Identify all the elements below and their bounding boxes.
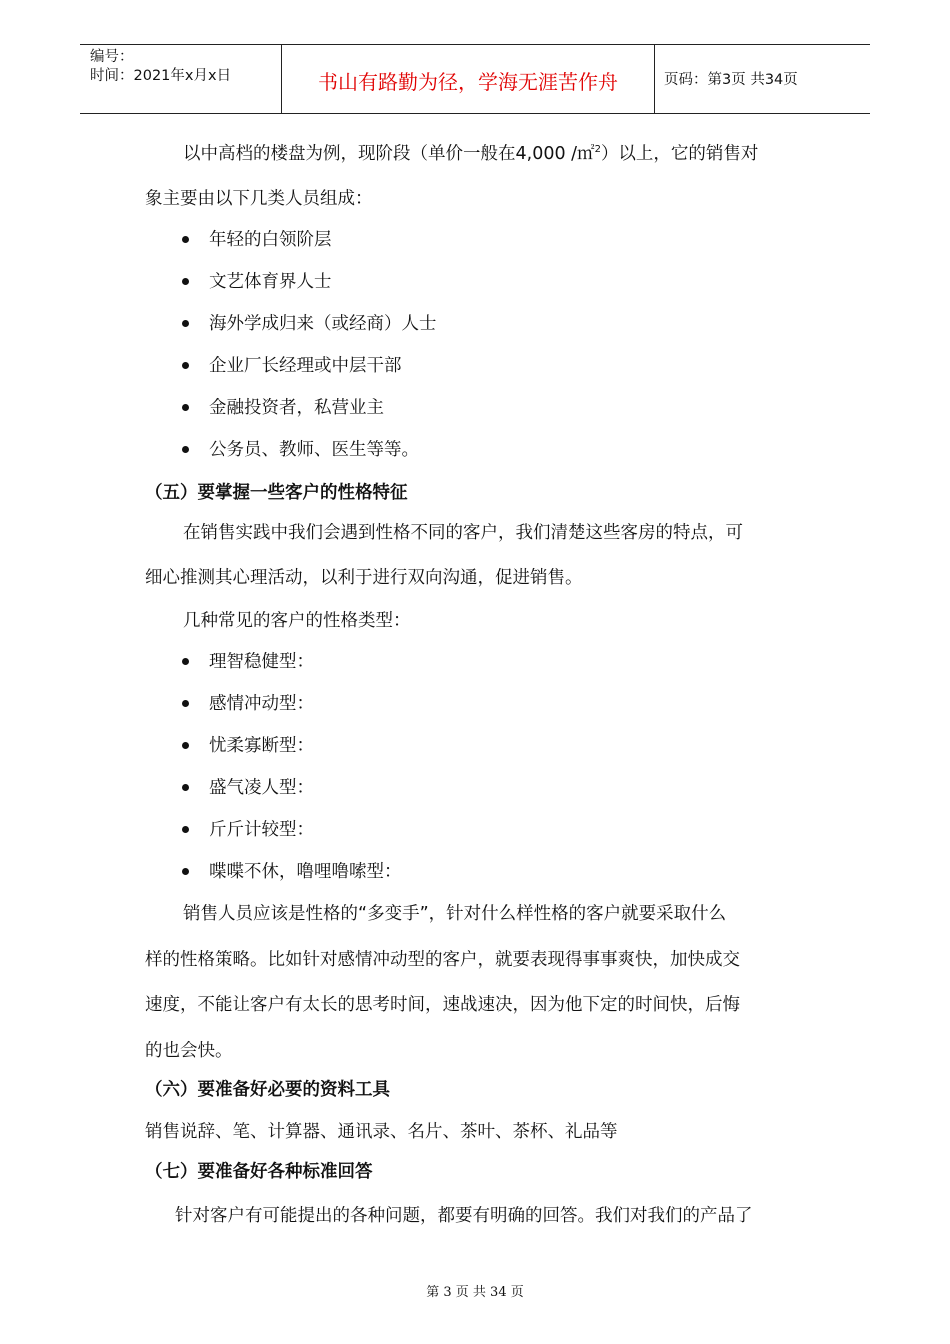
bullet-icon bbox=[182, 742, 189, 749]
list-item: 年轻的白领阶层 bbox=[209, 230, 332, 250]
intro-line-1: 以中高档的楼盘为例，现阶段（单价一般在4,000 /㎡$^2$）以上，它的销售对 bbox=[183, 144, 759, 164]
bullet-icon bbox=[182, 278, 189, 285]
paragraph-line: 在销售实践中我们会遇到性格不同的客户，我们清楚这些客房的特点，可 bbox=[183, 523, 743, 543]
list-item: 文艺体育界人士 bbox=[209, 272, 332, 292]
document-time: 时间：2021年x月x日 bbox=[90, 68, 232, 84]
section-heading: （六）要准备好必要的资料工具 bbox=[145, 1080, 390, 1100]
bullet-icon bbox=[182, 826, 189, 833]
bullet-icon bbox=[182, 658, 189, 665]
section-heading: （七）要准备好各种标准回答 bbox=[145, 1162, 373, 1182]
list-item: 感情冲动型： bbox=[209, 694, 314, 714]
list-item: 盛气凌人型： bbox=[209, 778, 314, 798]
document-number: 编号： bbox=[90, 49, 134, 65]
page-header bbox=[80, 44, 870, 114]
paragraph-line: 的也会快。 bbox=[145, 1041, 233, 1061]
bullet-icon bbox=[182, 446, 189, 453]
paragraph-line: 速度，不能让客户有太长的思考时间，速战速决，因为他下定的时间快，后悔 bbox=[145, 995, 740, 1015]
bullet-icon bbox=[182, 868, 189, 875]
section-heading: （五）要掌握一些客户的性格特征 bbox=[145, 483, 408, 503]
bullet-icon bbox=[182, 236, 189, 243]
paragraph-line: 针对客户有可能提出的各种问题，都要有明确的回答。我们对我们的产品了 bbox=[175, 1206, 753, 1226]
list-item: 忧柔寡断型： bbox=[209, 736, 314, 756]
page-footer: 第 3 页 共 34 页 bbox=[426, 1285, 524, 1300]
paragraph-line: 销售人员应该是性格的“多变手”，针对什么样性格的客户就要采取什么 bbox=[183, 904, 727, 924]
list-item: 理智稳健型： bbox=[209, 652, 314, 672]
header-motto: 书山有路勤为径，学海无涯苦作舟 bbox=[318, 70, 618, 94]
list-item: 企业厂长经理或中层干部 bbox=[209, 356, 402, 376]
bullet-icon bbox=[182, 320, 189, 327]
bullet-icon bbox=[182, 404, 189, 411]
paragraph-line: 细心推测其心理活动，以利于进行双向沟通，促进销售。 bbox=[145, 568, 583, 588]
paragraph-line: 销售说辞、笔、计算器、通讯录、名片、茶叶、茶杯、礼品等 bbox=[145, 1122, 618, 1142]
list-item: 斤斤计较型： bbox=[209, 820, 314, 840]
paragraph-line: 几种常见的客户的性格类型： bbox=[183, 611, 411, 631]
list-item: 公务员、教师、医生等等。 bbox=[209, 440, 419, 460]
header-top-rule bbox=[80, 44, 870, 45]
paragraph-line: 样的性格策略。比如针对感情冲动型的客户，就要表现得事事爽快，加快成交 bbox=[145, 950, 740, 970]
bullet-icon bbox=[182, 362, 189, 369]
list-item: 金融投资者，私营业主 bbox=[209, 398, 384, 418]
bullet-icon bbox=[182, 784, 189, 791]
header-meta bbox=[90, 48, 231, 86]
header-bottom-rule bbox=[80, 113, 870, 114]
header-page-info: 页码：第3页 共34页 bbox=[664, 72, 798, 88]
header-divider bbox=[654, 44, 655, 114]
list-item: 喋喋不休，噜哩噜嗦型： bbox=[209, 862, 402, 882]
list-item: 海外学成归来（或经商）人士 bbox=[209, 314, 437, 334]
bullet-icon bbox=[182, 700, 189, 707]
intro-line-2: 象主要由以下几类人员组成： bbox=[145, 189, 373, 209]
